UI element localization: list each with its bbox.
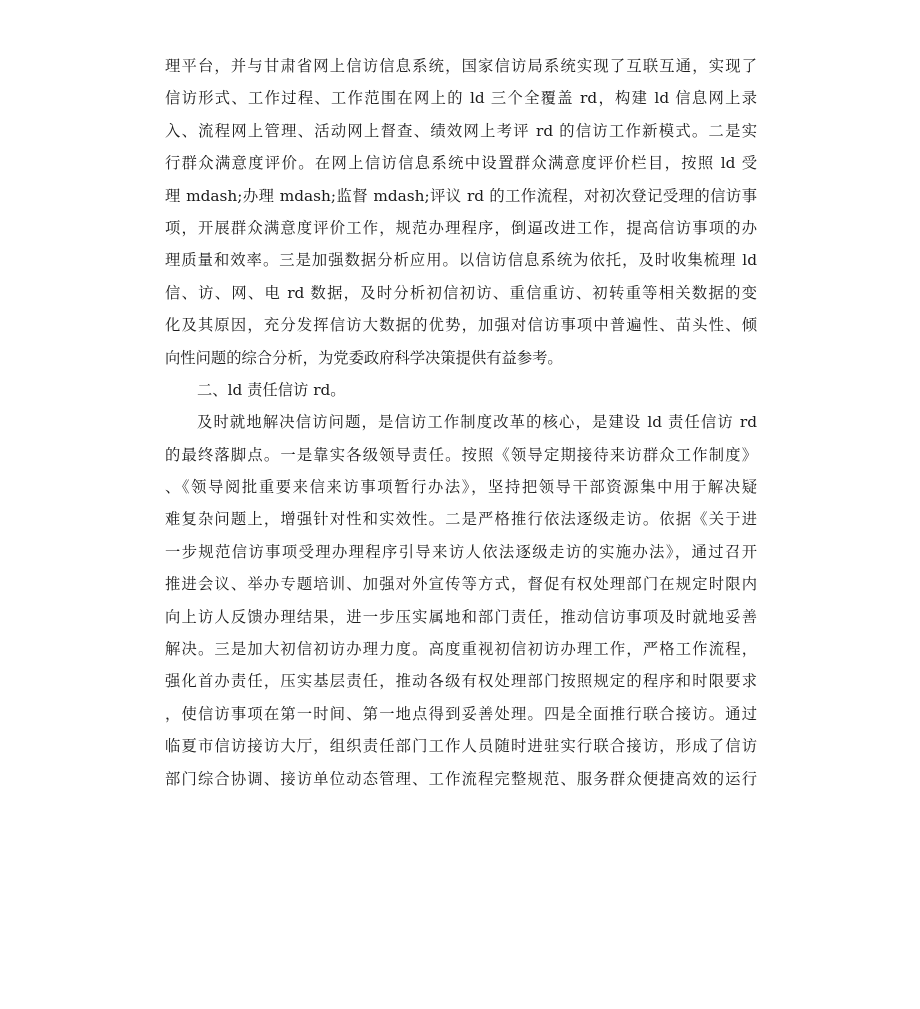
text-line: 强化首办责任，压实基层责任，推动各级有权处理部门按照规定的程序和时限要求 [165, 672, 757, 691]
text-line: 行群众满意度评价。在网上信访信息系统中设置群众满意度评价栏目，按照 ld 受 [165, 154, 757, 173]
text-line: 解决。三是加大初信初访办理力度。高度重视初信初访办理工作，严格工作流程， [165, 640, 757, 659]
text-line: 理质量和效率。三是加强数据分析应用。以信访信息系统为依托，及时收集梳理 ld [165, 251, 757, 270]
text-line: 临夏市信访接访大厅，组织责任部门工作人员随时进驻实行联合接访，形成了信访 [165, 737, 757, 756]
text-line: 理平台，并与甘肃省网上信访信息系统，国家信访局系统实现了互联互通，实现了 [165, 57, 757, 75]
text-line: 入、流程网上管理、活动网上督查、绩效网上考评 rd 的信访工作新模式。二是实 [165, 121, 757, 140]
text-line: 项，开展群众满意度评价工作，规范办理程序，倒逼改进工作，提高信访事项的办 [165, 218, 757, 237]
text-line: 、《领导阅批重要来信来访事项暂行办法》，坚持把领导干部资源集中用于解决疑 [165, 478, 757, 497]
text-line: 向上访人反馈办理结果，进一步压实属地和部门责任，推动信访事项及时就地妥善 [165, 607, 757, 626]
text-line: 一步规范信访事项受理办理程序引导来访人依法逐级走访的实施办法》，通过召开 [165, 542, 757, 561]
text-line: 信访形式、工作过程、工作范围在网上的 ld 三个全覆盖 rd，构建 ld 信息网上录 [165, 89, 757, 108]
section-heading: 二、ld 责任信访 rd。 [197, 380, 346, 399]
text-line: 及时就地解决信访问题，是信访工作制度改革的核心，是建设 ld 责任信访 rd [197, 413, 757, 432]
document-body [165, 50, 757, 795]
text-line: 的最终落脚点。一是靠实各级领导责任。按照《领导定期接待来访群众工作制度》 [165, 445, 757, 464]
text-line: 推进会议、举办专题培训、加强对外宣传等方式，督促有权处理部门在规定时限内 [165, 575, 757, 594]
text-line: ，使信访事项在第一时间、第一地点得到妥善处理。四是全面推行联合接访。通过 [165, 704, 757, 723]
text-line: 化及其原因，充分发挥信访大数据的优势，加强对信访事项中普遍性、苗头性、倾 [165, 316, 757, 335]
text-line: 信、访、网、电 rd 数据，及时分析初信初访、重信重访、初转重等相关数据的变 [165, 283, 757, 302]
text-line: 向性问题的综合分析，为党委政府科学决策提供有益参考。 [165, 348, 563, 367]
text-line: 部门综合协调、接访单位动态管理、工作流程完整规范、服务群众便捷高效的运行 [165, 769, 757, 788]
text-line: 理 mdash;办理 mdash;监督 mdash;评议 rd 的工作流程，对初次登记受理的信访事 [165, 186, 757, 205]
text-line: 难复杂问题上，增强针对性和实效性。二是严格推行依法逐级走访。依据《关于进 [165, 510, 757, 529]
